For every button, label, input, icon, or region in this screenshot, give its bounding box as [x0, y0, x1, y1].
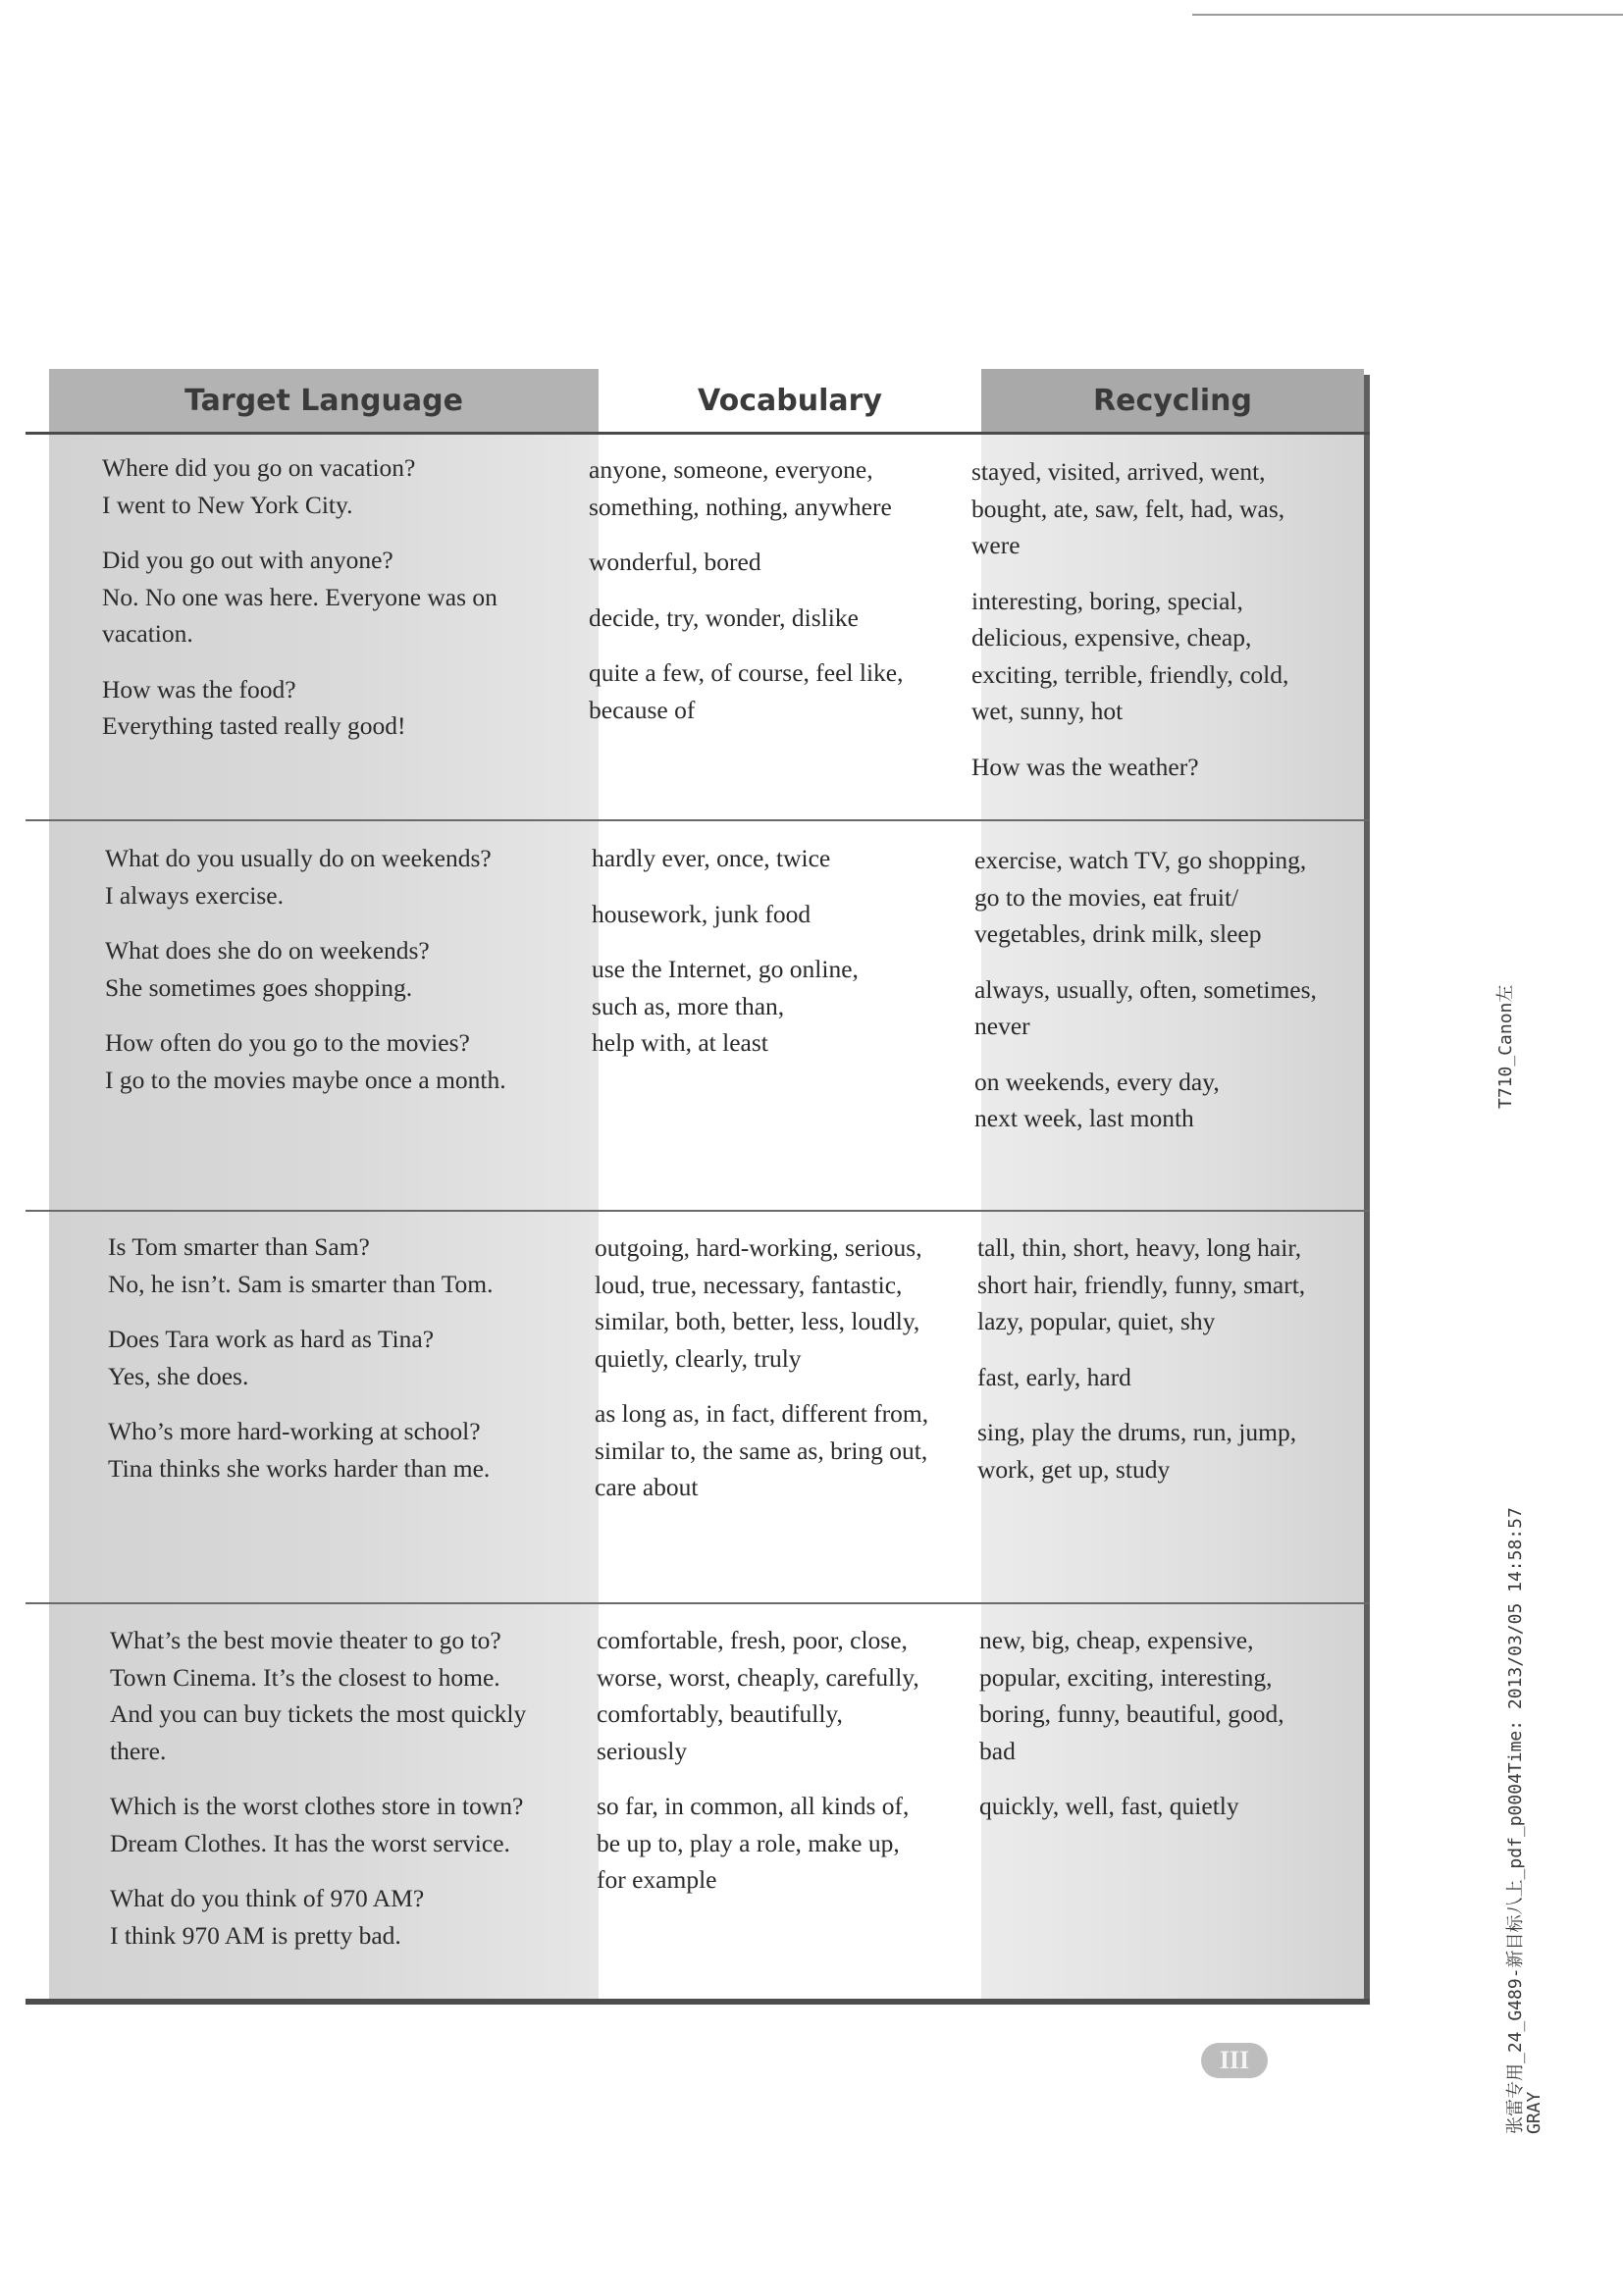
- text-line: fast, early, hard: [977, 1362, 1131, 1391]
- text-line: No, he isn’t. Sam is smarter than Tom.: [108, 1269, 494, 1298]
- row-4-target-cell: [110, 1622, 601, 1972]
- row-2-vocab-cell: [592, 840, 969, 1080]
- text-line: Does Tara work as hard as Tina?: [108, 1325, 435, 1353]
- vocab-block: [595, 1229, 972, 1377]
- text-line: always, usually, often, sometimes,: [974, 974, 1317, 1004]
- text-line: sing, play the drums, run, jump,: [977, 1418, 1297, 1446]
- vocab-block: [595, 1395, 972, 1506]
- text-line: housework, junk food: [592, 899, 812, 928]
- text-line: comfortably, beautifully,: [597, 1699, 843, 1728]
- scan-note-bottom: 张雷专用_24_G489-新目标八上_pdf_p0004Time: 2013/03/05 14:58:57: [1505, 1507, 1526, 2134]
- row-1-vocab-cell: [589, 451, 967, 747]
- text-line: Dream Clothes. It has the worst service.: [110, 1828, 510, 1857]
- row-divider: [26, 1602, 1370, 1604]
- text-line: What’s the best movie theater to go to?: [110, 1626, 501, 1654]
- vocab-block: [592, 951, 969, 1062]
- row-1-recycling-cell: [971, 453, 1354, 804]
- vocab-block: [589, 544, 967, 581]
- vocab-block: [592, 840, 969, 877]
- text-line: I think 970 AM is pretty bad.: [110, 1920, 401, 1950]
- text-line: vacation.: [102, 619, 193, 648]
- header-target-language: Target Language: [49, 369, 599, 432]
- vocab-block: [597, 1622, 974, 1769]
- text-line: wet, sunny, hot: [971, 697, 1124, 725]
- recycling-block: [977, 1359, 1360, 1396]
- vocab-block: [589, 654, 967, 728]
- row-1-target-cell: [102, 449, 593, 763]
- target-block: [105, 932, 596, 1006]
- target-block: [108, 1321, 599, 1394]
- scan-note-gray: GRAY: [1524, 2091, 1544, 2134]
- text-line: exciting, terrible, friendly, cold,: [971, 659, 1289, 689]
- text-line: I go to the movies maybe once a month.: [105, 1065, 506, 1094]
- text-line: How was the weather?: [971, 752, 1199, 781]
- text-line: boring, funny, beautiful, good,: [979, 1699, 1284, 1728]
- text-line: short hair, friendly, funny, smart,: [977, 1270, 1306, 1299]
- top-rule: [1192, 14, 1623, 16]
- text-line: help with, at least: [592, 1028, 768, 1057]
- recycling-block: [971, 749, 1354, 786]
- text-line: tall, thin, short, heavy, long hair,: [977, 1233, 1302, 1262]
- text-line: I went to New York City.: [102, 490, 353, 519]
- text-line: go to the movies, eat fruit/: [974, 882, 1239, 912]
- text-line: anyone, someone, everyone,: [589, 455, 873, 484]
- text-line: for example: [597, 1865, 717, 1894]
- text-line: Who’s more hard-working at school?: [108, 1417, 481, 1445]
- text-line: Everything tasted really good!: [102, 711, 406, 740]
- target-block: [110, 1788, 601, 1861]
- text-line: something, nothing, anywhere: [589, 492, 892, 521]
- header-recycling: Recycling: [981, 369, 1364, 432]
- text-line: Town Cinema. It’s the closest to home.: [110, 1662, 500, 1692]
- row-4-recycling-cell: [979, 1622, 1362, 1844]
- recycling-block: [977, 1414, 1360, 1487]
- recycling-block: [974, 1064, 1357, 1137]
- recycling-block: [979, 1622, 1362, 1769]
- text-line: And you can buy tickets the most quickly: [110, 1699, 527, 1728]
- row-3-vocab-cell: [595, 1229, 972, 1525]
- text-line: Tina thinks she works harder than me.: [108, 1453, 491, 1483]
- text-line: bad: [979, 1736, 1016, 1765]
- text-line: similar to, the same as, bring out,: [595, 1435, 928, 1465]
- recycling-block: [971, 453, 1354, 564]
- text-line: care about: [595, 1473, 699, 1501]
- row-divider: [26, 1210, 1370, 1212]
- text-line: decide, try, wonder, dislike: [589, 602, 859, 632]
- text-line: What does she do on weekends?: [105, 936, 430, 965]
- table-right-edge: [1364, 375, 1370, 2001]
- text-line: Where did you go on vacation?: [102, 453, 416, 482]
- text-line: never: [974, 1012, 1030, 1040]
- text-line: No. No one was here. Everyone was on: [102, 582, 497, 611]
- page-number: III: [1201, 2043, 1268, 2078]
- text-line: How was the food?: [102, 674, 296, 704]
- text-line: be up to, play a role, make up,: [597, 1828, 900, 1857]
- text-line: quite a few, of course, feel like,: [589, 658, 904, 687]
- text-line: wonderful, bored: [589, 548, 761, 576]
- text-line: What do you think of 970 AM?: [110, 1884, 425, 1912]
- target-block: [102, 449, 593, 523]
- vocab-block: [592, 896, 969, 933]
- text-line: seriously: [597, 1736, 688, 1765]
- recycling-block: [977, 1229, 1360, 1340]
- text-line: hardly ever, once, twice: [592, 844, 831, 872]
- syllabus-table: [26, 369, 1350, 2003]
- text-line: quickly, well, fast, quietly: [979, 1792, 1239, 1820]
- header-vocabulary: Vocabulary: [599, 369, 981, 432]
- header-rule: [26, 432, 1370, 435]
- target-block: [105, 840, 596, 913]
- row-3-target-cell: [108, 1228, 599, 1505]
- text-line: on weekends, every day,: [974, 1067, 1220, 1096]
- target-block: [105, 1024, 596, 1098]
- text-line: What do you usually do on weekends?: [105, 844, 492, 872]
- target-block: [108, 1228, 599, 1302]
- text-line: Which is the worst clothes store in town?: [110, 1792, 524, 1820]
- target-block: [110, 1622, 601, 1769]
- text-line: comfortable, fresh, poor, close,: [597, 1626, 908, 1654]
- row-2-recycling-cell: [974, 842, 1357, 1156]
- text-line: next week, last month: [974, 1104, 1194, 1132]
- text-line: How often do you go to the movies?: [105, 1028, 470, 1057]
- text-line: bought, ate, saw, felt, had, was,: [971, 494, 1285, 523]
- target-block: [102, 671, 593, 745]
- text-line: delicious, expensive, cheap,: [971, 623, 1252, 652]
- recycling-block: [971, 583, 1354, 730]
- target-block: [102, 542, 593, 652]
- text-line: popular, exciting, interesting,: [979, 1662, 1273, 1692]
- text-line: new, big, cheap, expensive,: [979, 1626, 1254, 1654]
- text-line: similar, both, better, less, loudly,: [595, 1307, 920, 1335]
- recycling-block: [979, 1788, 1362, 1825]
- scan-note-top: T710_Canon左: [1495, 984, 1516, 1109]
- vocab-block: [589, 600, 967, 637]
- text-line: use the Internet, go online,: [592, 955, 859, 983]
- vocab-block: [589, 451, 967, 525]
- text-line: interesting, boring, special,: [971, 586, 1243, 615]
- text-line: lazy, popular, quiet, shy: [977, 1307, 1216, 1335]
- text-line: there.: [110, 1736, 167, 1765]
- text-line: Is Tom smarter than Sam?: [108, 1232, 370, 1261]
- table-header: [26, 369, 1370, 434]
- text-line: because of: [589, 695, 696, 724]
- row-2-target-cell: [105, 840, 596, 1117]
- table-bottom-rule: [26, 1999, 1370, 2005]
- text-line: outgoing, hard-working, serious,: [595, 1233, 922, 1262]
- text-line: Did you go out with anyone?: [102, 546, 393, 574]
- text-line: loud, true, necessary, fantastic,: [595, 1270, 903, 1299]
- text-line: work, get up, study: [977, 1454, 1171, 1484]
- text-line: exercise, watch TV, go shopping,: [974, 846, 1307, 874]
- row-divider: [26, 819, 1370, 821]
- text-line: stayed, visited, arrived, went,: [971, 457, 1266, 486]
- row-4-vocab-cell: [597, 1622, 974, 1917]
- recycling-block: [974, 971, 1357, 1045]
- text-line: as long as, in fact, different from,: [595, 1399, 929, 1428]
- text-line: such as, more than,: [592, 991, 785, 1020]
- text-line: vegetables, drink milk, sleep: [974, 919, 1262, 948]
- recycling-block: [974, 842, 1357, 953]
- text-line: so far, in common, all kinds of,: [597, 1792, 910, 1820]
- text-line: quietly, clearly, truly: [595, 1343, 802, 1373]
- text-line: worse, worst, cheaply, carefully,: [597, 1662, 919, 1692]
- target-block: [108, 1413, 599, 1487]
- target-block: [110, 1880, 601, 1954]
- vocab-block: [597, 1788, 974, 1899]
- text-line: I always exercise.: [105, 880, 284, 910]
- text-line: Yes, she does.: [108, 1361, 249, 1390]
- text-line: were: [971, 531, 1021, 559]
- text-line: She sometimes goes shopping.: [105, 972, 413, 1002]
- row-3-recycling-cell: [977, 1229, 1360, 1506]
